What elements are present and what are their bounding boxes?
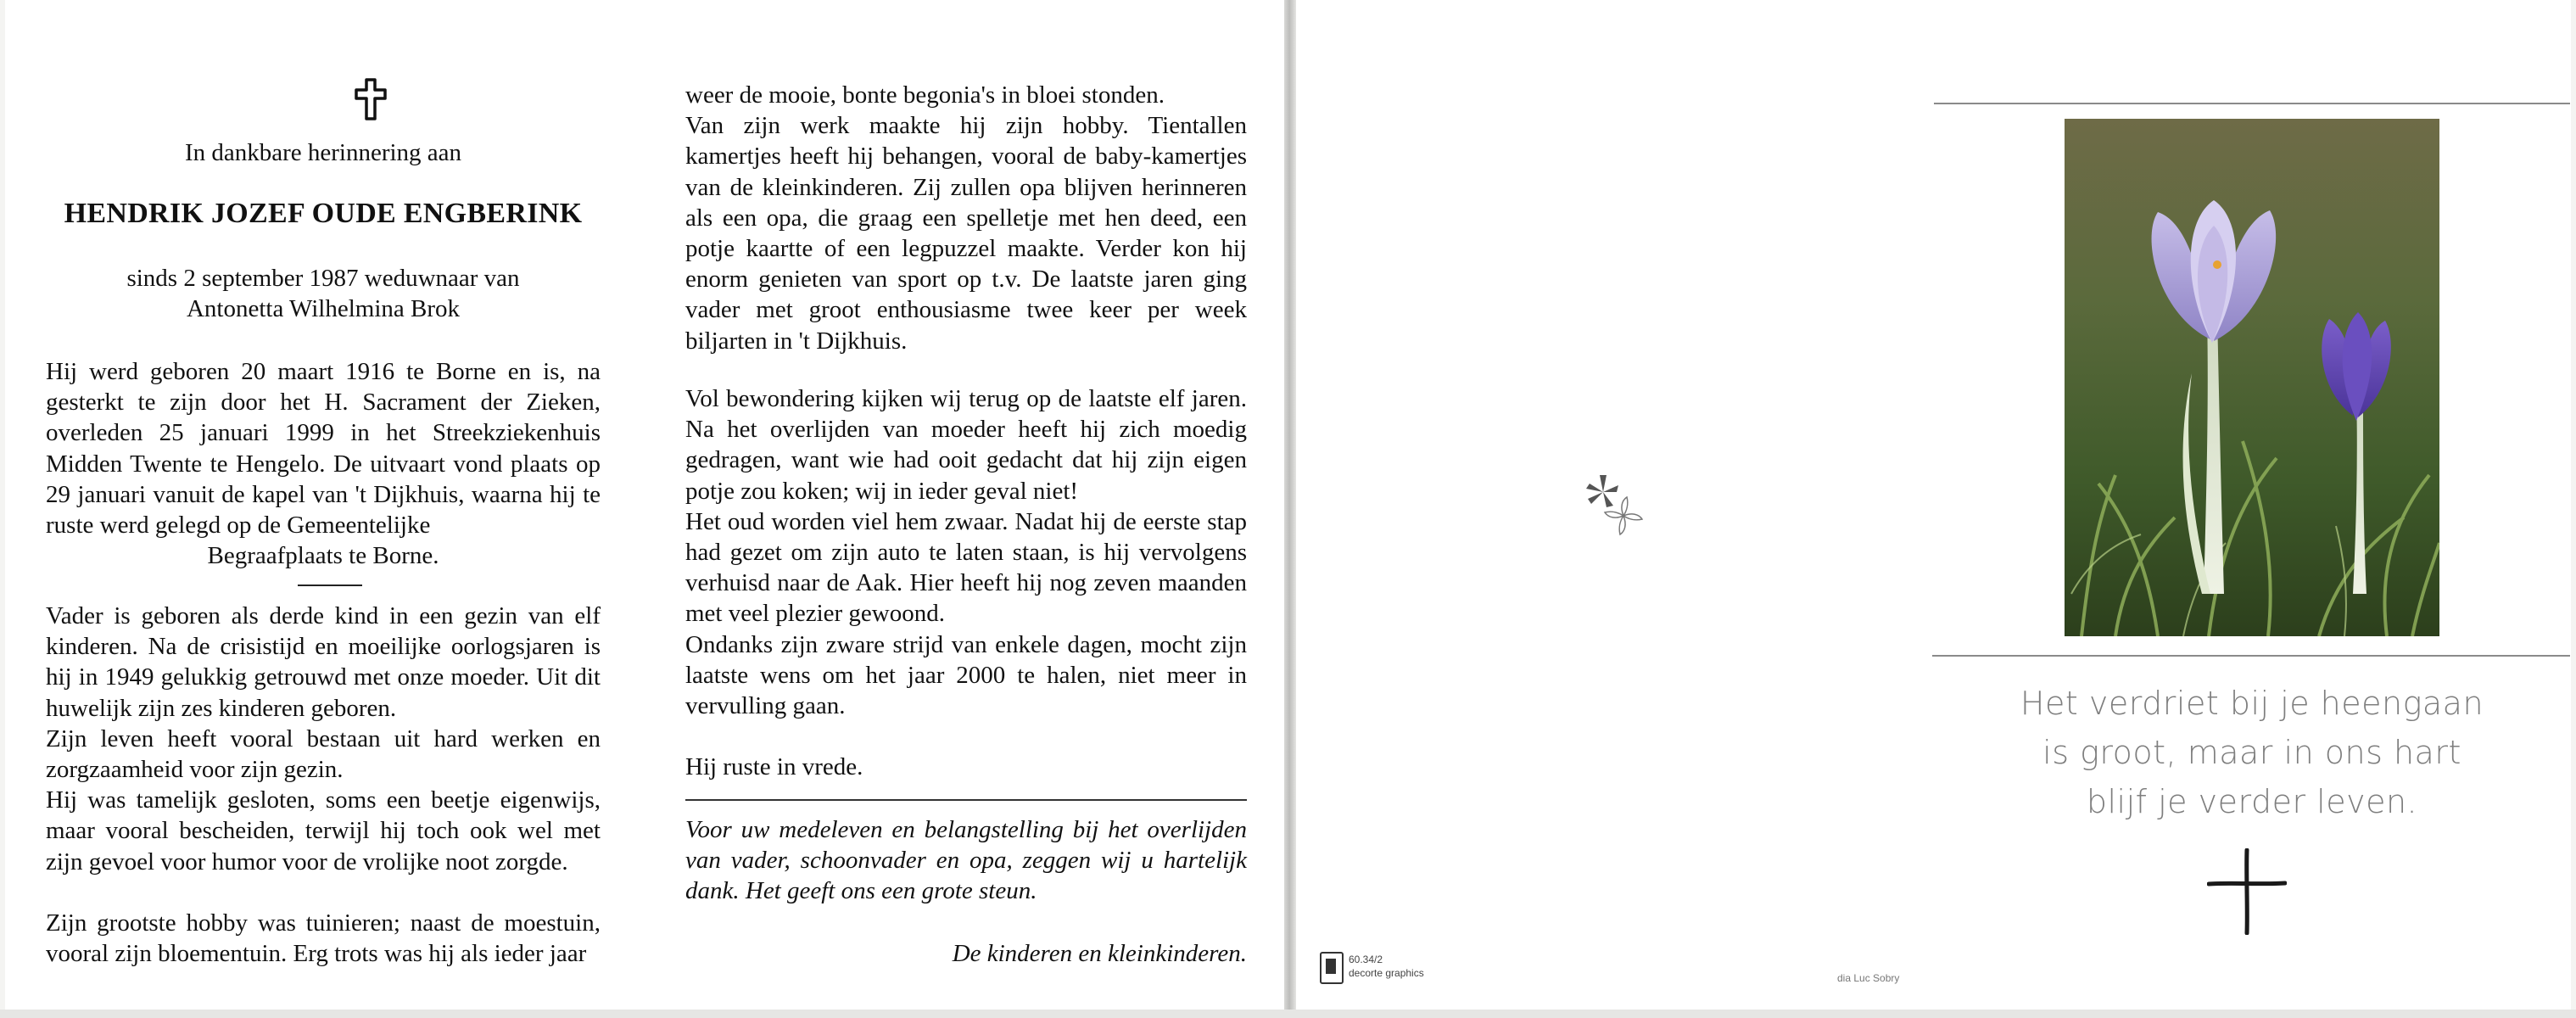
- publisher-code: 60.34/2: [1349, 954, 1383, 965]
- photo-rule-top: [1934, 103, 2570, 104]
- section-divider: [298, 585, 362, 586]
- photo-credit: dia Luc Sobry: [1837, 972, 1900, 984]
- photo-rule-bottom: [1932, 655, 2570, 657]
- spouse-name: Antonetta Wilhelmina Brok: [186, 295, 461, 323]
- crocus-photo: [2065, 119, 2439, 636]
- cross-icon: [2207, 848, 2287, 935]
- verse-line: Het verdriet bij je heengaan: [2020, 685, 2484, 722]
- life-story: [46, 601, 601, 877]
- card-fold: [1284, 0, 1296, 1018]
- thank-you-note: Voor uw medeleven en belangstelling bij het overlijden van vader, schoonvader en opa, zeggen wij u hartelijk dank. Het geeft ons een grote steun.: [685, 816, 1247, 905]
- later-years-paragraph: Ondanks zijn zware strijd van enkele dagen, mocht zijn laatste wens om het jaar 2000 te halen, niet meer in vervulling gaan.: [685, 630, 1247, 720]
- verse-line: is groot, maar in ons hart: [2042, 734, 2461, 771]
- publisher-name: decorte graphics: [1349, 967, 1424, 979]
- later-years: [685, 383, 1247, 721]
- continued-story: [685, 80, 1247, 356]
- widow-info: [46, 263, 601, 324]
- verse-line: blijf je verder leven.: [2086, 783, 2418, 820]
- work-paragraph: Van zijn werk maakte hij zijn hobby. Tientallen kamertjes heeft hij behangen, vooral de baby-kamertjes van de kleinkinderen. Zij zullen opa blijven herinneren als een opa, die graag een spelletje met hen deed, een potje kaartte of een legpuzzel maakte. Verder kon hij enorm genieten van sport op t.v. De laatste jaren ging vader met groot enthousiasme twee keer per week biljarten in 't Dijkhuis.: [685, 112, 1247, 355]
- cross-icon: [348, 76, 394, 122]
- dedication-line: In dankbare herinnering aan: [184, 139, 462, 166]
- memorial-verse: [1934, 679, 2570, 826]
- biography: [46, 356, 601, 571]
- widow-line: sinds 2 september 1987 weduwnaar van: [126, 265, 520, 292]
- continued-line: weer de mooie, bonte begonia's in bloei stonden.: [685, 81, 1165, 109]
- thanks-divider: [685, 799, 1247, 801]
- deceased-name: HENDRIK JOZEF OUDE ENGBERINK: [64, 198, 583, 229]
- life-paragraph: Vader is geboren als derde kind in een gezin van elf kinderen. Na de crisistijd en moeilijke oorlogsjaren is hij in 1949 gelukkig getrouwd met onze moeder. Uit dit huwelijk zijn zes kinderen geboren.: [46, 602, 601, 722]
- bio-paragraph: Hij werd geboren 20 maart 1916 te Borne en is, na gesterkt te zijn door het H. Sacrament der Zieken, overleden 25 januari 1999 in het Streekziekenhuis Midden Twente te Hengelo. De uitvaart vond plaats op 29 januari vanuit de kapel van 't Dijkhuis, waarna hij te ruste werd gelegd op de Gemeentelijke: [46, 358, 601, 540]
- hobby-paragraph: [46, 908, 601, 969]
- card-bottom-edge: [0, 1010, 2576, 1018]
- publisher-logo-icon: [1320, 952, 1344, 984]
- rest-in-peace: Hij ruste in vrede.: [685, 753, 863, 780]
- later-years-paragraph: Vol bewondering kijken wij terug op de laatste elf jaren. Na het overlijden van moeder heeft hij zich moedig gedragen, want wie had ooit gedacht dat hij zijn eigen potje zou koken; wij in ieder geval niet!: [685, 385, 1247, 505]
- family-signature: De kinderen en kleinkinderen.: [952, 940, 1247, 967]
- life-paragraph: Zijn leven heeft vooral bestaan uit hard werken en zorgzaamheid voor zijn gezin.: [46, 724, 601, 784]
- hobby-text: Zijn grootste hobby was tuinieren; naast de moestuin, vooral zijn bloementuin. Erg trots was hij als ieder jaar: [46, 909, 601, 968]
- flower-ornament-icon: [1583, 472, 1651, 543]
- bio-last-line: Begraafplaats te Borne.: [207, 542, 439, 570]
- later-years-paragraph: Het oud worden viel hem zwaar. Nadat hij de eerste stap had gezet om zijn auto te laten staan, is hij vervolgens verhuisd naar de Aak. Hier heeft hij nog zeven maanden met veel plezier gewoond.: [685, 507, 1247, 628]
- life-paragraph: Hij was tamelijk gesloten, soms een beetje eigenwijs, maar vooral bescheiden, terwijl hij toch ook wel met zijn gevoel voor humor voor de vrolijke noot zorgde.: [46, 786, 601, 875]
